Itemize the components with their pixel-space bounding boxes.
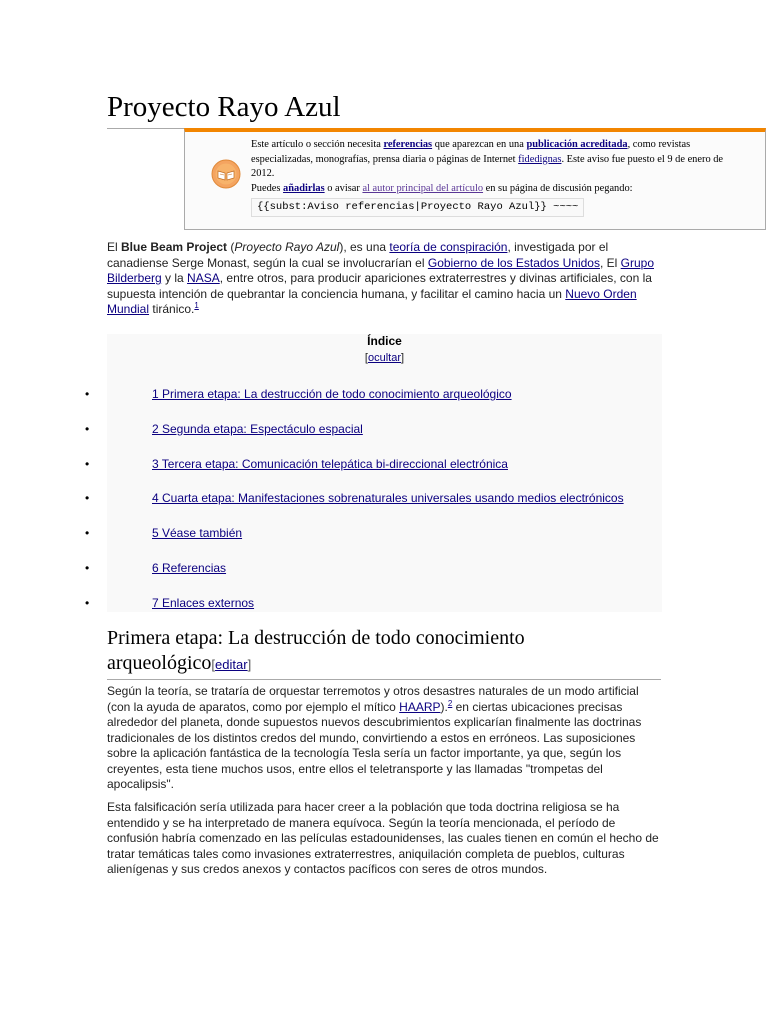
teoria-conspiracion-link[interactable]: teoría de conspiración xyxy=(389,240,508,254)
section-heading xyxy=(107,626,661,680)
grupo-bilderberg-link[interactable]: Grupo Bilderberg xyxy=(107,255,654,285)
anadirlas-link[interactable]: añadirlas xyxy=(283,182,325,194)
section-paragraph: Esta falsificación sería utilizada para hacer creer a la población que toda doctrina religiosa se ha entendido y se ha interpretado de manera equívoca. Según la teoría mencionada, el período de confusión habría comenzado en las películas estadounidenses, las cuales tienen en común el hecho de tratar temáticas tales como invasiones extraterrestres, aniquilación completa de pueblos, culturas alienígenas y sus credos anexos y contactos pacíficos con seres de otros mundos. xyxy=(107,800,659,876)
text-segment: ). xyxy=(440,699,448,714)
fidedignas-link[interactable]: fidedignas xyxy=(518,153,562,165)
toc-bracket: ] xyxy=(401,352,405,364)
toc-item[interactable]: 5 Véase también xyxy=(152,526,243,540)
text-segment: , entre otros, para producir apariciones extraterrestres y divinas artificiales, con la supuesta intención de quebrantar la conciencia humana, y facilitar el camino hacia un xyxy=(107,271,652,301)
text-segment: , El xyxy=(599,255,621,270)
toc-item[interactable]: 4 Cuarta etapa: Manifestaciones sobrenaturales universales usando medios electrónicos xyxy=(152,491,624,505)
text-segment: en ciertas ubicaciones precisas alrededor del planeta, donde supuestos nuevos descubrimientos explicarían finalmente las doctrinas tradicionales de los distintos credos del mundo, convirtiendo a estos en erróneos. Las suposiciones sobre la aplicación fantástica de la tecnología Tesla sería un factor importante, ya que, según los creyentes, esta tiene muchos usos, entre ellos el teletransporte y las llamadas "trompetas del apocalipsis". xyxy=(107,699,642,791)
toc-item[interactable]: 3 Tercera etapa: Comunicación telepática bi-direccional electrónica xyxy=(152,457,508,471)
text-segment: Según la teoría, se trataría de orquestar terremotos y otros desastres naturales de un modo artificial (con la ayuda de aparatos, como por ejemplo el mítico xyxy=(107,684,639,714)
text-segment: , investigada por el canadiense Serge Monast, según la cual se involucrarían el xyxy=(107,240,609,270)
nasa-link[interactable]: NASA xyxy=(187,271,220,285)
toc-item[interactable]: 2 Segunda etapa: Espectáculo espacial xyxy=(152,422,363,436)
bullet-icon: • xyxy=(85,422,90,436)
italic-term: Proyecto Rayo Azul xyxy=(234,240,340,254)
notice-text-segment: en su página de discusión pegando: xyxy=(483,182,633,194)
book-icon xyxy=(211,159,241,194)
edit-section-link[interactable]: editar xyxy=(215,657,248,672)
notice-text-segment: Puedes xyxy=(251,182,284,194)
edit-bracket: [ xyxy=(211,657,216,672)
bullet-icon: • xyxy=(85,491,90,505)
text-segment: ( xyxy=(227,240,235,254)
text-segment: El xyxy=(107,240,122,254)
toc-toggle xyxy=(107,352,662,364)
edit-bracket: ] xyxy=(247,657,252,672)
bullet-icon: • xyxy=(85,457,90,471)
page-title: Proyecto Rayo Azul xyxy=(107,88,661,129)
intro-paragraph xyxy=(107,240,663,318)
text-segment: tiránico. xyxy=(149,302,195,316)
bullet-icon: • xyxy=(85,561,90,575)
references-notice-box xyxy=(184,128,766,230)
haarp-link[interactable]: HAARP xyxy=(399,699,441,714)
referencias-link[interactable]: referencias xyxy=(383,139,433,150)
notice-text-segment: que aparezcan en una xyxy=(432,139,527,150)
toc-item[interactable]: 6 Referencias xyxy=(152,561,227,575)
notice-text-segment: , como revistas especializadas, monografías, prensa diaria o páginas de Internet xyxy=(251,139,691,165)
toc-bracket: [ xyxy=(364,352,368,364)
bullet-icon: • xyxy=(85,526,90,540)
toc-item[interactable]: 1 Primera etapa: La destrucción de todo conocimiento arqueológico xyxy=(152,387,512,401)
section-paragraph xyxy=(107,684,663,793)
notice-text-segment: o avisar xyxy=(324,182,363,194)
reference-2-link[interactable]: 2 xyxy=(447,698,453,708)
edit-section xyxy=(211,657,251,672)
bold-term: Blue Beam Project xyxy=(121,240,228,254)
toc-title: Índice xyxy=(367,334,402,348)
nuevo-orden-mundial-link[interactable]: Nuevo Orden Mundial xyxy=(107,286,637,316)
section-heading-text: Primera etapa: La destrucción de todo conocimiento arqueológico xyxy=(107,627,525,674)
text-segment: y la xyxy=(161,271,188,285)
toc-hide-link[interactable]: ocultar xyxy=(367,352,402,364)
notice-text-segment: Este artículo o sección necesita xyxy=(251,139,384,150)
bullet-icon: • xyxy=(85,596,90,610)
notice-text xyxy=(251,138,731,217)
notice-text-segment: . Este aviso fue puesto el 9 de enero de 2012. xyxy=(251,153,724,179)
publicacion-acreditada-link[interactable]: publicación acreditada xyxy=(526,139,628,150)
toc-item[interactable]: 7 Enlaces externos xyxy=(152,596,255,610)
bullet-icon: • xyxy=(85,387,90,401)
gobierno-eeuu-link[interactable]: Gobierno de los Estados Unidos xyxy=(427,255,600,270)
reference-1-link[interactable]: 1 xyxy=(194,301,199,310)
autor-principal-link[interactable]: al autor principal del artículo xyxy=(362,182,484,194)
text-segment: ), es una xyxy=(339,240,390,254)
template-code: {{subst:Aviso referencias|Proyecto Rayo Azul}} ~~~~ xyxy=(251,198,584,217)
